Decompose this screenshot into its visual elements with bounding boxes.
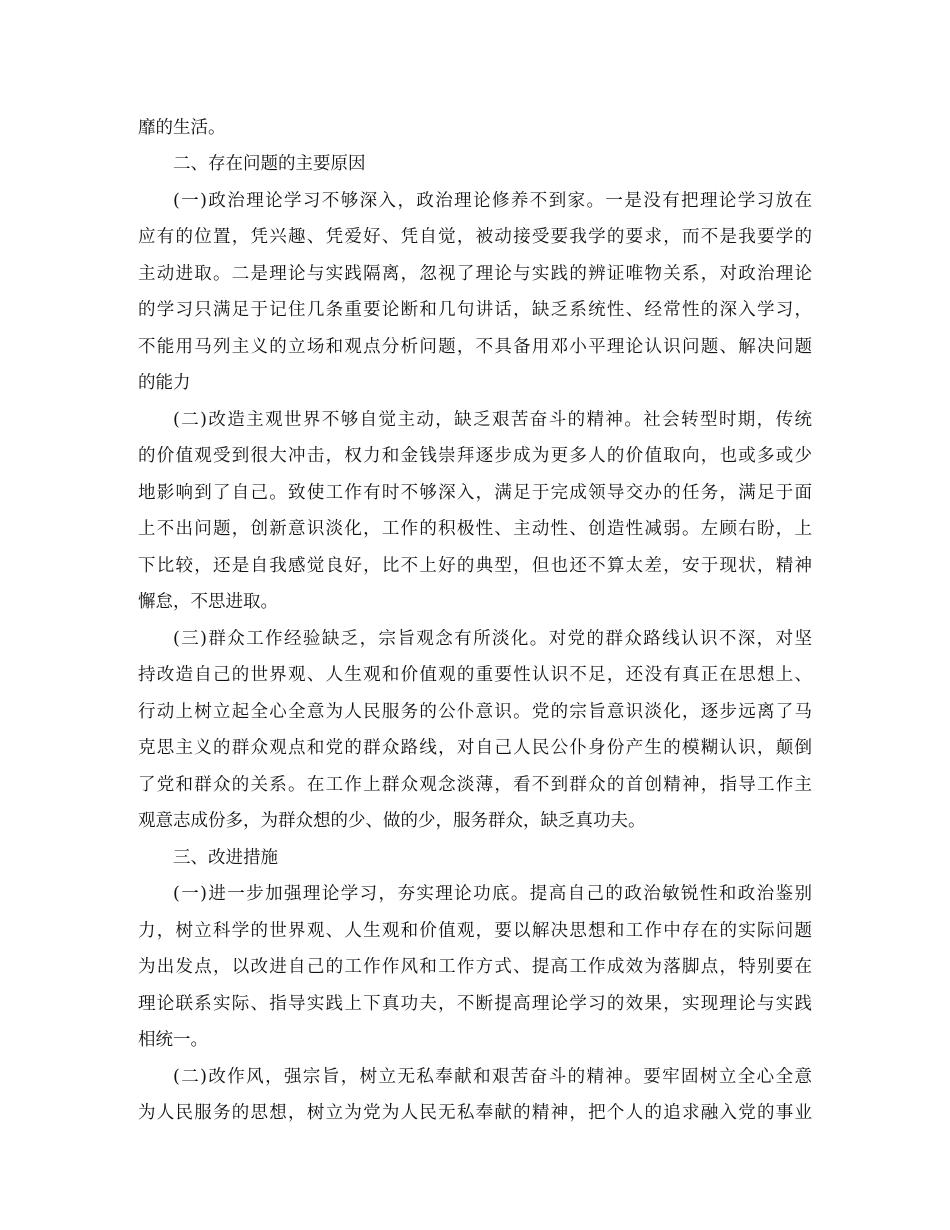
text-line: 应有的位置，凭兴趣、凭爱好、凭自觉，被动接受要我学的要求，而不是我要学的 (138, 227, 812, 247)
text-line: 理论联系实际、指导实践上下真功夫，不断提高理论学习的效果，实现理论与实践 (138, 994, 812, 1014)
paragraph-first-line: (一)政治理论学习不够深入，政治理论修养不到家。一是没有把理论学习放在 (173, 191, 812, 211)
text-line: 了党和群众的关系。在工作上群众观念淡薄，看不到群众的首创精神，指导工作主 (138, 775, 812, 795)
text-line: 为出发点，以改进自己的工作作风和工作方式、提高工作成效为落脚点，特别要在 (138, 957, 812, 977)
paragraph-first-line: (三)群众工作经验缺乏，宗旨观念有所淡化。对党的群众路线认识不深，对坚 (173, 629, 812, 649)
text-line: 的价值观受到很大冲击，权力和金钱崇拜逐步成为更多人的价值取向，也或多或少 (138, 446, 812, 466)
text-line: 克思主义的群众观点和党的群众路线，对自己人民公仆身份产生的模糊认识，颠倒 (138, 738, 812, 758)
text-line: 下比较，还是自我感觉良好，比不上好的典型，但也还不算太差，安于现状，精神 (138, 556, 812, 576)
text-line: 的学习只满足于记住几条重要论断和几句讲话，缺乏系统性、经常性的深入学习， (138, 300, 812, 320)
text-line: 不能用马列主义的立场和观点分析问题，不具备用邓小平理论认识问题、解决问题 (138, 337, 812, 357)
paragraph-first-line: (一)进一步加强理论学习，夯实理论功底。提高自己的政治敏锐性和政治鉴别 (173, 884, 812, 904)
text-line: 懈怠，不思进取。 (138, 592, 278, 612)
text-line: 持改造自己的世界观、人生观和价值观的重要性认识不足，还没有真正在思想上、 (138, 665, 812, 685)
text-line: 行动上树立起全心全意为人民服务的公仆意识。党的宗旨意识淡化，逐步远离了马 (138, 702, 812, 722)
paragraph-first-line: (二)改作风，强宗旨，树立无私奉献和艰苦奋斗的精神。要牢固树立全心全意 (173, 1067, 812, 1087)
text-line: 观意志成份多，为群众想的少、做的少，服务群众，缺乏真功夫。 (138, 811, 646, 831)
text-line: 主动进取。二是理论与实践隔离，忽视了理论与实践的辨证唯物关系，对政治理论 (138, 264, 812, 284)
text-line: 力，树立科学的世界观、人生观和价值观，要以解决思想和工作中存在的实际问题 (138, 921, 812, 941)
section-heading: 三、改进措施 (173, 848, 278, 868)
section-heading: 二、存在问题的主要原因 (173, 154, 366, 174)
text-line: 的能力 (138, 373, 191, 393)
text-line: 上不出问题，创新意识淡化，工作的积极性、主动性、创造性减弱。左顾右盼，上 (138, 519, 812, 539)
text-line: 地影响到了自己。致使工作有时不够深入，满足于完成领导交办的任务，满足于面 (138, 483, 812, 503)
text-line: 相统一。 (138, 1030, 208, 1050)
paragraph-first-line: (二)改造主观世界不够自觉主动，缺乏艰苦奋斗的精神。社会转型时期，传统 (173, 410, 812, 430)
text-line: 为人民服务的思想，树立为党为人民无私奉献的精神，把个人的追求融入党的事业 (138, 1103, 812, 1123)
text-line: 靡的生活。 (138, 118, 226, 138)
